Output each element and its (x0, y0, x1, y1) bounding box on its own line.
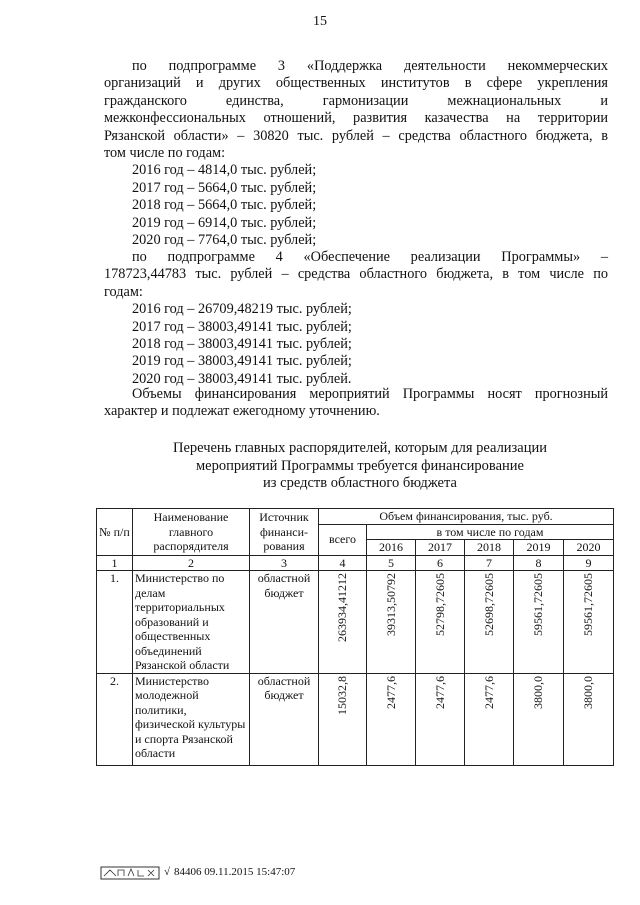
table-row (97, 673, 614, 765)
document-registration-info: 84406 09.11.2015 15:47:07 (174, 866, 296, 878)
column-number: 3 (250, 555, 319, 571)
header-name: Наименование главного распорядителя (133, 509, 250, 556)
heading-line: мероприятий Программы требуется финансирование (196, 457, 524, 474)
year-line: 2016 год – 26709,48219 тыс. рублей; (132, 301, 352, 318)
text-line: организаций и других общественных институтов в сфере укрепления (104, 75, 608, 92)
year-line: 2017 год – 5664,0 тыс. рублей; (132, 179, 317, 196)
summary-paragraph (104, 386, 608, 421)
subprogram-4-paragraph (104, 249, 608, 388)
header-year: 2018 (465, 540, 514, 556)
year-line: 2017 год – 38003,49141 тыс. рублей; (132, 318, 352, 335)
subprogram-3-paragraph (104, 58, 608, 249)
year-line: 2018 год – 5664,0 тыс. рублей; (132, 197, 317, 214)
row-year-value: 2477,6 (432, 675, 447, 709)
row-year-value: 59561,72605 (581, 573, 596, 636)
financing-table (96, 508, 614, 766)
row-year-cell (564, 673, 614, 765)
text-line: межконфессиональных отношений, развития казачества на территории (104, 110, 608, 127)
header-volume: Объем финансирования, тыс. руб. (319, 509, 614, 525)
row-distributor-name: Министерство по делам территориальных образований и общественных объединений Рязанской области (133, 571, 250, 674)
row-source: областной бюджет (250, 571, 319, 674)
row-year-cell (465, 571, 514, 674)
header-year: 2016 (367, 540, 416, 556)
row-year-value: 52698,72605 (481, 573, 496, 636)
row-year-cell (514, 673, 564, 765)
row-year-value: 2477,6 (481, 675, 496, 709)
year-line: 2020 год – 7764,0 тыс. рублей; (132, 232, 317, 249)
table-heading (100, 440, 620, 493)
row-source: областной бюджет (250, 673, 319, 765)
row-year-cell (514, 571, 564, 674)
year-line: 2019 год – 38003,49141 тыс. рублей; (132, 353, 352, 370)
column-number: 8 (514, 555, 564, 571)
year-line: 2016 год – 4814,0 тыс. рублей; (132, 162, 317, 179)
year-line: 2019 год – 6914,0 тыс. рублей; (132, 214, 317, 231)
text-line: Объемы финансирования мероприятий Программы носят прогнозный (132, 386, 608, 402)
row-number: 1. (97, 571, 133, 674)
row-year-value: 59561,72605 (531, 573, 546, 636)
header-year: 2019 (514, 540, 564, 556)
row-total-cell (319, 673, 367, 765)
text-line: по подпрограмме 3 «Поддержка деятельности некоммерческих (132, 58, 608, 74)
column-number: 2 (133, 555, 250, 571)
text-line: характер и подлежат ежегодному уточнению. (104, 403, 380, 420)
document-footer (100, 864, 295, 880)
table-row (97, 571, 614, 674)
row-year-cell (416, 673, 465, 765)
text-line: по подпрограмме 4 «Обеспечение реализации Программы» – (132, 249, 608, 265)
row-year-value: 2477,6 (383, 675, 398, 709)
row-year-value: 3800,0 (581, 675, 596, 709)
row-total-cell (319, 571, 367, 674)
row-number: 2. (97, 673, 133, 765)
row-year-value: 39313,50792 (383, 573, 398, 636)
column-number: 9 (564, 555, 614, 571)
row-year-cell (416, 571, 465, 674)
text-line: Рязанской области» – 30820 тыс. рублей – средства областного бюджета, в (104, 127, 608, 144)
row-year-cell (465, 673, 514, 765)
heading-line: из средств областного бюджета (263, 475, 457, 491)
heading-line: Перечень главных распорядителей, которым для реализации (172, 440, 548, 456)
row-distributor-name: Министерство молодежной политики, физической культуры и спорта Рязанской области (133, 673, 250, 765)
text-line: годам: (104, 283, 143, 300)
printer-stamp-icon (100, 864, 160, 880)
row-total-value: 263934,41212 (335, 573, 350, 642)
row-year-cell (367, 571, 416, 674)
year-line: 2020 год – 38003,49141 тыс. рублей. (132, 370, 352, 387)
row-year-value: 52798,72605 (432, 573, 447, 636)
header-num: № п/п (97, 509, 133, 556)
row-year-cell (564, 571, 614, 674)
column-number-row (97, 555, 614, 571)
header-by-years: в том числе по годам (367, 524, 614, 540)
header-year: 2020 (564, 540, 614, 556)
signature-mark: √ (164, 866, 171, 878)
column-number: 5 (367, 555, 416, 571)
row-year-cell (367, 673, 416, 765)
column-number: 6 (416, 555, 465, 571)
row-year-value: 3800,0 (531, 675, 546, 709)
column-number: 1 (97, 555, 133, 571)
header-row (97, 509, 614, 525)
header-year: 2017 (416, 540, 465, 556)
row-total-value: 15032,8 (335, 675, 350, 715)
page-number: 15 (313, 14, 327, 29)
text-line: 178723,44783 тыс. рублей – средства областного бюджета, в том числе по (104, 266, 608, 283)
text-line: гражданского единства, гармонизации межнациональных и (104, 92, 608, 109)
column-number: 7 (465, 555, 514, 571)
header-source: Источник финанси-рования (250, 509, 319, 556)
text-line: том числе по годам: (104, 145, 226, 162)
header-total: всего (319, 524, 367, 555)
year-line: 2018 год – 38003,49141 тыс. рублей; (132, 336, 352, 353)
column-number: 4 (319, 555, 367, 571)
